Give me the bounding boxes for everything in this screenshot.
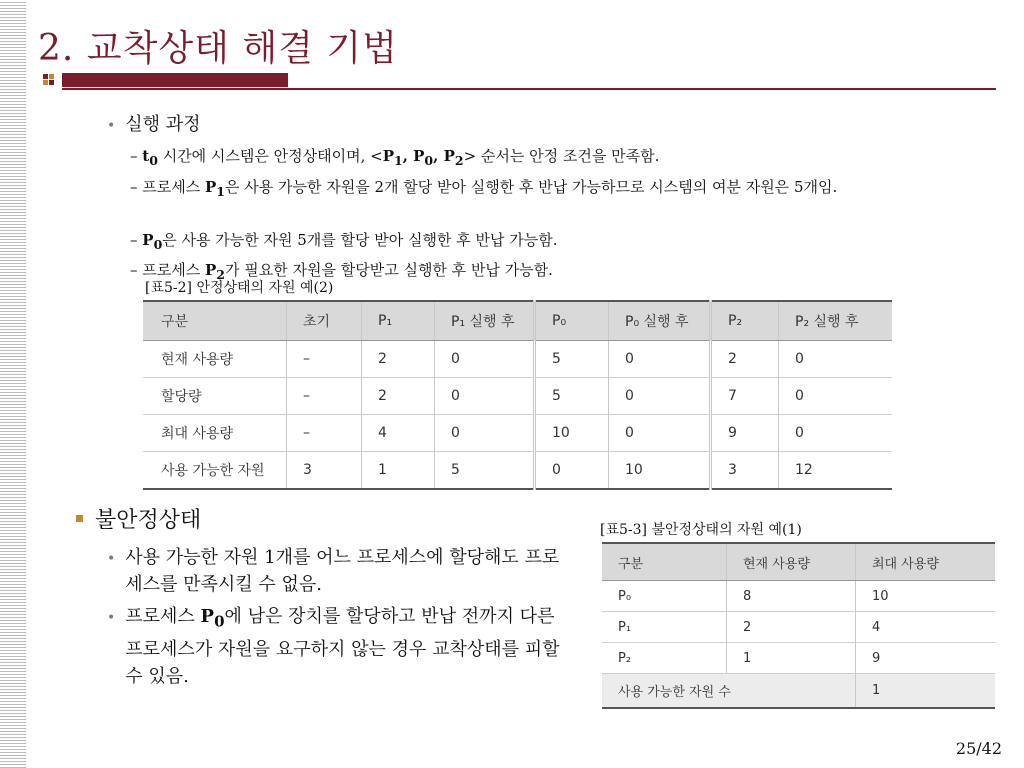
table-cell: 사용 가능한 자원 [143,452,287,490]
table-cell: 2 [727,612,856,643]
table-cell: 1 [362,452,435,490]
table-cell: 10 [609,452,711,490]
table-cell: 3 [711,452,779,490]
table-header-cell: P₂ 실행 후 [779,301,893,341]
table-header-cell: P₀ 실행 후 [609,301,711,341]
table-header-cell: 최대 사용량 [856,543,996,581]
table-cell: P₂ [602,643,727,674]
table-cell: 0 [609,378,711,415]
table-total-row [602,674,995,709]
table-header-cell: P₁ [362,301,435,341]
table-cell: 1 [856,674,996,709]
table-cell: 최대 사용량 [143,415,287,452]
table-row [143,452,892,490]
square-bullet-icon [76,515,83,522]
table-header-cell: 구분 [143,301,287,341]
table-header-row [602,543,995,581]
bullet-icon: • [107,551,116,567]
section2-heading: 불안정상태 [76,503,201,534]
table-cell: 4 [362,415,435,452]
section1-heading: • 실행 과정 [107,114,201,135]
table-cell: 5 [535,378,609,415]
table-cell: 7 [711,378,779,415]
table-row [602,643,995,674]
table-row [143,378,892,415]
table-cell: 8 [727,581,856,612]
title-rule-thin [62,88,996,90]
table-cell: 사용 가능한 자원 수 [602,674,856,709]
slide-title: 2. 교착상태 해결 기법 [38,28,398,69]
table-cell: – [287,378,362,415]
table-header-row [143,301,892,341]
table-cell: 9 [711,415,779,452]
section1-line-4: – 프로세스 $P_2$가 필요한 자원을 할당받고 실행한 후 반납 가능함. [130,261,553,282]
table-cell: 2 [362,378,435,415]
table-header-cell: P₀ [535,301,609,341]
section2-bullet-2: • 프로세스 $P_0$에 남은 장치를 할당하고 반납 전까지 다른 프로세스가 자원을 요구하지 않는 경우 교착상태를 피할 수 있음. [107,606,560,687]
table-cell: 5 [535,341,609,378]
table1-caption: [표5-2] 안정상태의 자원 예(2) [145,280,334,296]
unsafe-state-table [602,542,995,709]
table-cell: 0 [779,415,893,452]
section1-line-1: – $t_0$ 시간에 시스템은 안정상태이며, $<P_1$, $P_0$, $P_2>$ 순서는 안정 조건을 만족함. [130,147,660,168]
section2-bullet-1: • 사용 가능한 자원 1개를 어느 프로세스에 할당해도 프로세스를 만족시킬 수 없음. [107,547,560,595]
table-cell: 12 [779,452,893,490]
safe-state-table [143,300,892,490]
table-row [602,581,995,612]
table-row [143,415,892,452]
table-cell: 0 [535,452,609,490]
table-cell: 0 [779,341,893,378]
table-header-cell: 현재 사용량 [727,543,856,581]
table-cell: 0 [779,378,893,415]
title-rule-thick [62,73,288,87]
table-header-cell: P₁ 실행 후 [435,301,535,341]
table-header-cell: 초기 [287,301,362,341]
table-cell: 0 [435,341,535,378]
side-hatch-decoration [0,0,26,768]
table-row [602,612,995,643]
table-cell: – [287,341,362,378]
table2-caption: [표5-3] 불안정상태의 자원 예(1) [600,522,802,538]
section1-line-2: – 프로세스 $P_1$은 사용 가능한 자원을 2개 할당 받아 실행한 후 반납 가능하므로 시스템의 여분 자원은 5개임. [130,178,838,199]
page-number: 25/42 [955,739,1002,758]
table-cell: P₁ [602,612,727,643]
table-cell: 10 [535,415,609,452]
bullet-icon: • [107,610,116,626]
table-row [143,341,892,378]
table-cell: 4 [856,612,996,643]
table-cell: 3 [287,452,362,490]
section1-line-3: – $P_0$은 사용 가능한 자원 5개를 할당 받아 실행한 후 반납 가능함. [130,231,558,252]
table-cell: 1 [727,643,856,674]
table-cell: 2 [362,341,435,378]
table-cell: 0 [435,415,535,452]
table-cell: 5 [435,452,535,490]
table-cell: P₀ [602,581,727,612]
table-cell: 10 [856,581,996,612]
bullet-icon: • [107,118,116,134]
table-cell: 할당량 [143,378,287,415]
table-cell: 현재 사용량 [143,341,287,378]
table-header-cell: P₂ [711,301,779,341]
table-cell: – [287,415,362,452]
title-ornament-icon [43,74,55,86]
table-cell: 0 [435,378,535,415]
table-cell: 0 [609,341,711,378]
table-header-cell: 구분 [602,543,727,581]
table-cell: 2 [711,341,779,378]
table-cell: 9 [856,643,996,674]
table-cell: 0 [609,415,711,452]
